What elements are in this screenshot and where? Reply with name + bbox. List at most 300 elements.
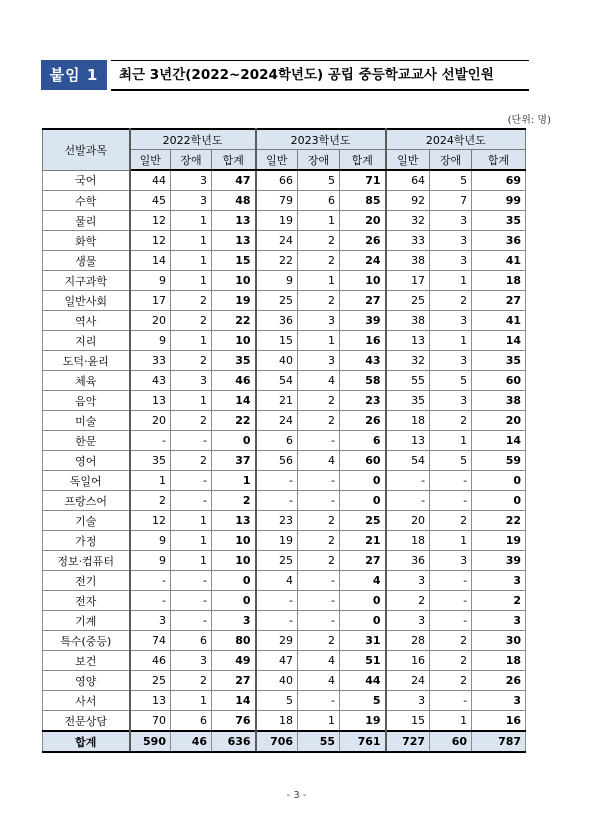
value-cell: 2 (298, 291, 340, 311)
year-header: 2024학년도 (386, 129, 526, 150)
total-value-cell: 58 (340, 371, 386, 391)
value-cell: 36 (386, 551, 430, 571)
total-value-cell: 22 (472, 511, 526, 531)
table-row (43, 170, 526, 191)
value-cell: 2 (171, 291, 212, 311)
total-value-cell: 19 (340, 711, 386, 732)
subject-cell: 체육 (43, 371, 130, 391)
year-header: 2023학년도 (256, 129, 386, 150)
table-row (43, 351, 526, 371)
value-cell: 9 (130, 271, 171, 291)
total-value-cell: 19 (472, 531, 526, 551)
subject-cell: 물리 (43, 211, 130, 231)
total-value-cell: 37 (212, 451, 256, 471)
value-cell: 2 (430, 511, 472, 531)
total-value-cell: 46 (212, 371, 256, 391)
subject-cell: 사서 (43, 691, 130, 711)
total-cell: 590 (130, 731, 171, 752)
table-row (43, 571, 526, 591)
value-cell: - (430, 591, 472, 611)
total-value-cell: 27 (212, 671, 256, 691)
value-cell: 2 (298, 391, 340, 411)
value-cell: - (256, 471, 298, 491)
total-value-cell: 0 (472, 491, 526, 511)
subject-cell: 국어 (43, 170, 130, 191)
table-row (43, 331, 526, 351)
value-cell: 3 (430, 311, 472, 331)
value-cell: 4 (256, 571, 298, 591)
value-cell: 2 (430, 671, 472, 691)
value-cell: 66 (256, 170, 298, 191)
total-value-cell: 41 (472, 251, 526, 271)
value-cell: 3 (430, 391, 472, 411)
value-cell: 2 (298, 511, 340, 531)
subject-cell: 도덕·윤리 (43, 351, 130, 371)
total-value-cell: 13 (212, 511, 256, 531)
value-cell: 3 (171, 170, 212, 191)
value-cell: 13 (130, 391, 171, 411)
subject-cell: 특수(중등) (43, 631, 130, 651)
value-cell: 1 (171, 331, 212, 351)
value-cell: 2 (171, 451, 212, 471)
value-cell: 38 (386, 251, 430, 271)
value-cell: - (171, 471, 212, 491)
value-cell: - (298, 591, 340, 611)
total-row (43, 731, 526, 752)
value-cell: - (298, 491, 340, 511)
subject-cell: 음악 (43, 391, 130, 411)
table-row (43, 391, 526, 411)
total-value-cell: 21 (340, 531, 386, 551)
total-value-cell: 39 (472, 551, 526, 571)
value-cell: 55 (386, 371, 430, 391)
value-cell: 4 (298, 371, 340, 391)
total-cell: 761 (340, 731, 386, 752)
total-value-cell: 15 (212, 251, 256, 271)
value-cell: 32 (386, 211, 430, 231)
total-value-cell: 60 (340, 451, 386, 471)
total-value-cell: 35 (472, 211, 526, 231)
total-cell: 55 (298, 731, 340, 752)
value-cell: 12 (130, 511, 171, 531)
value-cell: 9 (130, 531, 171, 551)
table-row (43, 451, 526, 471)
value-cell: 54 (386, 451, 430, 471)
total-value-cell: 26 (472, 671, 526, 691)
total-value-cell: 49 (212, 651, 256, 671)
value-cell: 12 (130, 211, 171, 231)
value-cell: 33 (386, 231, 430, 251)
value-cell: 5 (298, 170, 340, 191)
value-cell: 29 (256, 631, 298, 651)
value-cell: 47 (256, 651, 298, 671)
value-cell: 1 (130, 471, 171, 491)
total-value-cell: 51 (340, 651, 386, 671)
total-value-cell: 16 (472, 711, 526, 732)
total-value-cell: 35 (212, 351, 256, 371)
value-cell: - (430, 611, 472, 631)
total-value-cell: 80 (212, 631, 256, 651)
value-cell: 5 (430, 451, 472, 471)
total-cell: 60 (430, 731, 472, 752)
value-cell: 25 (130, 671, 171, 691)
value-cell: 24 (386, 671, 430, 691)
value-cell: 17 (386, 271, 430, 291)
subject-column-header: 선발과목 (43, 129, 130, 170)
value-cell: 4 (298, 451, 340, 471)
value-cell: - (298, 431, 340, 451)
subheader-disabled: 장애 (298, 150, 340, 171)
value-cell: - (386, 491, 430, 511)
total-value-cell: 27 (340, 551, 386, 571)
value-cell: 1 (430, 711, 472, 732)
value-cell: 20 (130, 311, 171, 331)
value-cell: 3 (130, 611, 171, 631)
total-value-cell: 41 (472, 311, 526, 331)
value-cell: - (386, 471, 430, 491)
value-cell: 45 (130, 191, 171, 211)
value-cell: 13 (386, 331, 430, 351)
subject-cell: 전문상담 (43, 711, 130, 732)
value-cell: - (430, 691, 472, 711)
value-cell: 15 (386, 711, 430, 732)
value-cell: 7 (430, 191, 472, 211)
total-cell: 787 (472, 731, 526, 752)
value-cell: 56 (256, 451, 298, 471)
value-cell: 6 (298, 191, 340, 211)
value-cell: - (430, 571, 472, 591)
subject-cell: 수학 (43, 191, 130, 211)
value-cell: 18 (386, 411, 430, 431)
value-cell: 1 (430, 271, 472, 291)
value-cell: 92 (386, 191, 430, 211)
subject-cell: 생물 (43, 251, 130, 271)
total-value-cell: 0 (340, 591, 386, 611)
value-cell: 43 (130, 371, 171, 391)
value-cell: - (171, 571, 212, 591)
total-value-cell: 10 (340, 271, 386, 291)
table-row (43, 191, 526, 211)
value-cell: 1 (171, 691, 212, 711)
subject-cell: 일반사회 (43, 291, 130, 311)
table-row (43, 611, 526, 631)
value-cell: 24 (256, 411, 298, 431)
total-value-cell: 76 (212, 711, 256, 732)
value-cell: 13 (386, 431, 430, 451)
table-row (43, 491, 526, 511)
value-cell: 5 (430, 371, 472, 391)
value-cell: 9 (256, 271, 298, 291)
total-value-cell: 10 (212, 271, 256, 291)
value-cell: 2 (130, 491, 171, 511)
value-cell: 6 (256, 431, 298, 451)
total-value-cell: 5 (340, 691, 386, 711)
value-cell: 54 (256, 371, 298, 391)
table-row (43, 431, 526, 451)
value-cell: 2 (171, 351, 212, 371)
value-cell: 1 (171, 511, 212, 531)
total-value-cell: 47 (212, 170, 256, 191)
value-cell: 38 (386, 311, 430, 331)
value-cell: - (171, 611, 212, 631)
value-cell: 3 (430, 351, 472, 371)
value-cell: 79 (256, 191, 298, 211)
value-cell: 2 (430, 631, 472, 651)
subject-cell: 역사 (43, 311, 130, 331)
total-value-cell: 0 (340, 491, 386, 511)
value-cell: 2 (298, 251, 340, 271)
total-value-cell: 4 (340, 571, 386, 591)
subheader-total: 합계 (212, 150, 256, 171)
year-header-row (43, 129, 526, 150)
total-value-cell: 0 (340, 471, 386, 491)
value-cell: 19 (256, 531, 298, 551)
total-value-cell: 59 (472, 451, 526, 471)
value-cell: 1 (171, 391, 212, 411)
value-cell: 46 (130, 651, 171, 671)
table-row (43, 531, 526, 551)
unit-note: (단위: 명) (507, 115, 551, 126)
value-cell: - (130, 591, 171, 611)
total-value-cell: 20 (472, 411, 526, 431)
value-cell: 22 (256, 251, 298, 271)
page-title: 최근 3년간(2022~2024학년도) 공립 중등학교교사 선발인원 (111, 60, 529, 91)
total-value-cell: 3 (472, 611, 526, 631)
table-row (43, 211, 526, 231)
subject-cell: 독일어 (43, 471, 130, 491)
value-cell: 3 (430, 211, 472, 231)
value-cell: 20 (386, 511, 430, 531)
table-row (43, 291, 526, 311)
total-value-cell: 1 (212, 471, 256, 491)
value-cell: 64 (386, 170, 430, 191)
value-cell: 2 (386, 591, 430, 611)
value-cell: 2 (298, 631, 340, 651)
total-value-cell: 18 (472, 271, 526, 291)
value-cell: 1 (171, 211, 212, 231)
subheader-general: 일반 (130, 150, 171, 171)
table-row (43, 651, 526, 671)
value-cell: 9 (130, 551, 171, 571)
value-cell: 14 (130, 251, 171, 271)
table-row (43, 271, 526, 291)
subject-cell: 기계 (43, 611, 130, 631)
table-row (43, 251, 526, 271)
value-cell: 16 (386, 651, 430, 671)
value-cell: 3 (430, 231, 472, 251)
value-cell: 18 (256, 711, 298, 732)
total-value-cell: 6 (340, 431, 386, 451)
value-cell: 23 (256, 511, 298, 531)
value-cell: 28 (386, 631, 430, 651)
total-value-cell: 26 (340, 411, 386, 431)
total-value-cell: 14 (212, 391, 256, 411)
value-cell: 1 (171, 551, 212, 571)
year-header: 2022학년도 (130, 129, 256, 150)
total-value-cell: 0 (212, 431, 256, 451)
total-value-cell: 99 (472, 191, 526, 211)
total-value-cell: 44 (340, 671, 386, 691)
value-cell: 1 (430, 431, 472, 451)
value-cell: 15 (256, 331, 298, 351)
value-cell: - (130, 571, 171, 591)
total-value-cell: 20 (340, 211, 386, 231)
total-cell: 706 (256, 731, 298, 752)
value-cell: 1 (171, 271, 212, 291)
value-cell: 32 (386, 351, 430, 371)
subject-cell: 지구과학 (43, 271, 130, 291)
value-cell: 25 (256, 291, 298, 311)
total-value-cell: 14 (472, 331, 526, 351)
value-cell: 3 (171, 651, 212, 671)
table-row (43, 591, 526, 611)
attachment-badge: 붙임 1 (41, 60, 107, 90)
value-cell: - (171, 431, 212, 451)
subject-cell: 기술 (43, 511, 130, 531)
total-value-cell: 0 (212, 571, 256, 591)
value-cell: 1 (298, 271, 340, 291)
value-cell: 6 (171, 631, 212, 651)
total-value-cell: 24 (340, 251, 386, 271)
value-cell: 5 (430, 170, 472, 191)
value-cell: 74 (130, 631, 171, 651)
table-row (43, 691, 526, 711)
value-cell: 3 (386, 611, 430, 631)
value-cell: 1 (298, 211, 340, 231)
subject-cell: 가정 (43, 531, 130, 551)
subject-cell: 영어 (43, 451, 130, 471)
total-value-cell: 39 (340, 311, 386, 331)
value-cell: 70 (130, 711, 171, 732)
subheader-total: 합계 (472, 150, 526, 171)
total-value-cell: 26 (340, 231, 386, 251)
value-cell: 3 (171, 371, 212, 391)
value-cell: 3 (430, 251, 472, 271)
total-value-cell: 14 (212, 691, 256, 711)
table-row (43, 231, 526, 251)
total-value-cell: 10 (212, 331, 256, 351)
value-cell: - (298, 611, 340, 631)
table-row (43, 551, 526, 571)
subheader-general: 일반 (386, 150, 430, 171)
total-value-cell: 38 (472, 391, 526, 411)
value-cell: 4 (298, 651, 340, 671)
section-header (41, 60, 529, 90)
value-cell: 6 (171, 711, 212, 732)
total-value-cell: 69 (472, 170, 526, 191)
value-cell: 3 (298, 311, 340, 331)
total-value-cell: 60 (472, 371, 526, 391)
value-cell: 3 (171, 191, 212, 211)
table-row (43, 371, 526, 391)
table-row (43, 311, 526, 331)
total-value-cell: 10 (212, 531, 256, 551)
value-cell: 1 (171, 251, 212, 271)
total-value-cell: 19 (212, 291, 256, 311)
value-cell: - (256, 591, 298, 611)
value-cell: 2 (298, 411, 340, 431)
value-cell: 3 (386, 571, 430, 591)
total-value-cell: 30 (472, 631, 526, 651)
subheader-total: 합계 (340, 150, 386, 171)
table-row (43, 511, 526, 531)
total-cell: 727 (386, 731, 430, 752)
value-cell: 2 (298, 551, 340, 571)
total-value-cell: 10 (212, 551, 256, 571)
value-cell: 36 (256, 311, 298, 331)
value-cell: 19 (256, 211, 298, 231)
value-cell: 1 (430, 531, 472, 551)
subheader-disabled: 장애 (171, 150, 212, 171)
value-cell: 1 (298, 331, 340, 351)
page-number: - 3 - (286, 790, 307, 801)
table-row (43, 411, 526, 431)
value-cell: - (171, 591, 212, 611)
value-cell: - (430, 471, 472, 491)
value-cell: 2 (171, 671, 212, 691)
subject-cell: 화학 (43, 231, 130, 251)
subject-cell: 프랑스어 (43, 491, 130, 511)
table-row (43, 471, 526, 491)
value-cell: 13 (130, 691, 171, 711)
value-cell: - (430, 491, 472, 511)
total-value-cell: 27 (472, 291, 526, 311)
subject-cell: 보건 (43, 651, 130, 671)
total-label: 합계 (43, 731, 130, 752)
total-value-cell: 22 (212, 411, 256, 431)
subheader-disabled: 장애 (430, 150, 472, 171)
value-cell: 2 (171, 311, 212, 331)
value-cell: 35 (386, 391, 430, 411)
total-value-cell: 23 (340, 391, 386, 411)
total-value-cell: 27 (340, 291, 386, 311)
value-cell: - (298, 571, 340, 591)
value-cell: 2 (171, 411, 212, 431)
value-cell: 21 (256, 391, 298, 411)
value-cell: 1 (171, 231, 212, 251)
value-cell: 35 (130, 451, 171, 471)
value-cell: 2 (430, 651, 472, 671)
total-cell: 46 (171, 731, 212, 752)
subject-cell: 영양 (43, 671, 130, 691)
table-row (43, 671, 526, 691)
total-value-cell: 16 (340, 331, 386, 351)
total-value-cell: 48 (212, 191, 256, 211)
subject-cell: 한문 (43, 431, 130, 451)
value-cell: 40 (256, 351, 298, 371)
total-value-cell: 2 (472, 591, 526, 611)
total-value-cell: 3 (212, 611, 256, 631)
total-value-cell: 31 (340, 631, 386, 651)
value-cell: 20 (130, 411, 171, 431)
value-cell: - (298, 471, 340, 491)
total-value-cell: 18 (472, 651, 526, 671)
total-value-cell: 43 (340, 351, 386, 371)
total-value-cell: 71 (340, 170, 386, 191)
value-cell: 44 (130, 170, 171, 191)
value-cell: - (130, 431, 171, 451)
table-row (43, 711, 526, 732)
value-cell: 33 (130, 351, 171, 371)
subject-cell: 전기 (43, 571, 130, 591)
value-cell: 3 (298, 351, 340, 371)
total-value-cell: 14 (472, 431, 526, 451)
subject-cell: 전자 (43, 591, 130, 611)
value-cell: 25 (256, 551, 298, 571)
total-value-cell: 3 (472, 571, 526, 591)
value-cell: 2 (430, 291, 472, 311)
value-cell: 5 (256, 691, 298, 711)
